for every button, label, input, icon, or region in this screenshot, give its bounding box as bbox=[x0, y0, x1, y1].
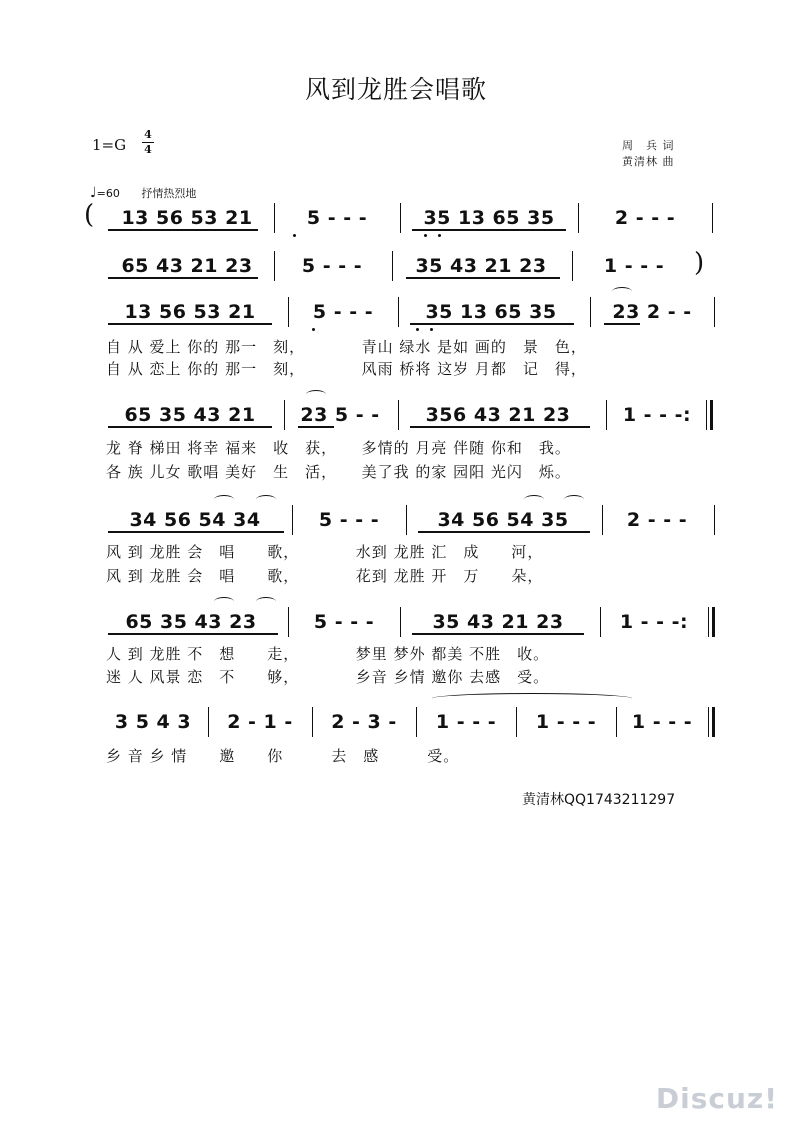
song-title: 风到龙胜会唱歌 bbox=[304, 75, 487, 104]
staff-row-1 bbox=[0, 200, 792, 233]
measure: 13 56 53 21 bbox=[121, 207, 253, 229]
key-signature: 1=G bbox=[92, 136, 127, 154]
measure: 23 2 - - bbox=[612, 301, 692, 323]
lyric-line: 人 到 龙胜 不 想 走， 梦里 梦外 都美 不胜 收。 bbox=[106, 645, 550, 663]
lyric-line: 风 到 龙胜 会 唱 歌， 花到 龙胜 开 万 朵， bbox=[106, 567, 544, 585]
measure: 5 - - - bbox=[306, 207, 368, 229]
lyric-line: 龙 脊 梯田 将幸 福来 收 获， 多情的 月亮 伴随 你和 我。 bbox=[106, 439, 571, 457]
measure: 2 - - - bbox=[626, 509, 688, 531]
staff-row-6 bbox=[0, 607, 792, 637]
lyric-line: 迷 人 风景 恋 不 够， 乡音 乡情 邀你 去感 受。 bbox=[106, 668, 550, 686]
measure: 23 5 - - bbox=[300, 404, 380, 426]
staff-row-2 bbox=[0, 248, 792, 281]
measure: 65 35 43 21 bbox=[124, 404, 256, 426]
lyric-line: 乡 音 乡 情 邀 你 去 感 受。 bbox=[106, 747, 460, 765]
time-sig-denominator: 4 bbox=[144, 143, 152, 156]
measure: 5 - - - bbox=[318, 509, 380, 531]
measure: 13 56 53 21 bbox=[124, 301, 256, 323]
measure: 1 - - -: bbox=[622, 404, 692, 426]
measure: 2 - 1 - bbox=[227, 711, 293, 733]
tempo-bpm: =60 bbox=[96, 187, 120, 200]
measure: 3 5 4 3 bbox=[114, 711, 192, 733]
measure: 65 35 43 23 bbox=[125, 611, 257, 633]
lyric-line: 自 从 爱上 你的 那一 刻， 青山 绿水 是如 画的 景 色， bbox=[106, 338, 587, 356]
measure: 1 - - - bbox=[631, 711, 693, 733]
measure: 1 - - - bbox=[535, 711, 597, 733]
measure: 5 - - - bbox=[312, 301, 374, 323]
lyric-line: 风 到 龙胜 会 唱 歌， 水到 龙胜 汇 成 河， bbox=[106, 543, 544, 561]
staff-row-4 bbox=[0, 400, 792, 430]
composer-credit: 黄清林 曲 bbox=[622, 155, 675, 168]
measure: 1 - - - bbox=[435, 711, 497, 733]
lyricist-credit: 周 兵 词 bbox=[622, 139, 675, 152]
quarter-note-icon: ♩ bbox=[90, 185, 97, 201]
measure: 34 56 54 35 bbox=[437, 509, 569, 531]
repeat-paren-close: ) bbox=[694, 248, 705, 278]
time-signature bbox=[142, 129, 154, 156]
time-sig-numerator: 4 bbox=[144, 128, 152, 141]
tempo-marking bbox=[90, 185, 196, 201]
measure: 65 43 21 23 bbox=[121, 255, 253, 277]
measure: 1 - - -: bbox=[619, 611, 689, 633]
footer-contact: 黄清林QQ1743211297 bbox=[522, 792, 676, 808]
measure: 35 43 21 23 bbox=[415, 255, 547, 277]
lyric-line: 自 从 恋上 你的 那一 刻， 风雨 桥将 这岁 月都 记 得， bbox=[106, 360, 587, 378]
measure: 5 - - - bbox=[313, 611, 375, 633]
measure: 35 13 65 35 bbox=[423, 207, 555, 229]
lyric-line: 各 族 儿女 歌唱 美好 生 活， 美了我 的家 园阳 光闪 烁。 bbox=[106, 463, 571, 481]
staff-row-3 bbox=[0, 297, 792, 327]
measure: 356 43 21 23 bbox=[425, 404, 571, 426]
measure: 2 - - - bbox=[614, 207, 676, 229]
repeat-paren-open: ( bbox=[84, 200, 95, 230]
staff-row-5 bbox=[0, 505, 792, 535]
staff-row-7 bbox=[0, 707, 792, 737]
tempo-expression: 抒情热烈地 bbox=[141, 187, 197, 200]
measure: 35 43 21 23 bbox=[432, 611, 564, 633]
measure: 35 13 65 35 bbox=[425, 301, 557, 323]
watermark-logo: Discuz! bbox=[655, 1082, 778, 1115]
measure: 34 56 54 34 bbox=[129, 509, 261, 531]
measure: 1 - - - bbox=[603, 255, 665, 277]
measure: 5 - - - bbox=[301, 255, 363, 277]
measure: 2 - 3 - bbox=[331, 711, 397, 733]
